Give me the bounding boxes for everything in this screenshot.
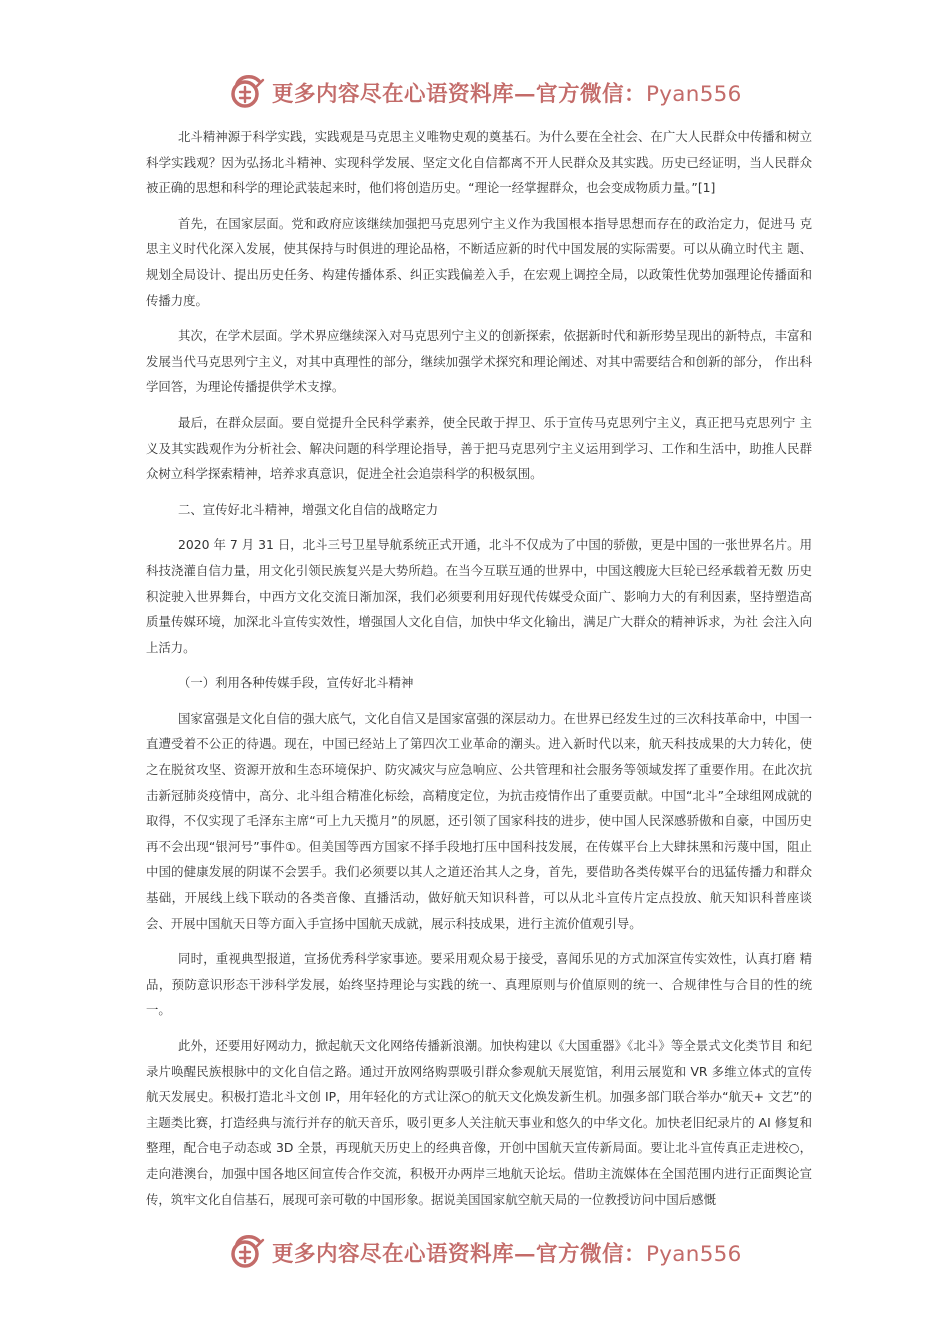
watermark-zh: 更多内容尽在心语资料库—官方微信：: [272, 81, 647, 107]
document-body: [146, 124, 812, 1222]
paragraph: 同时，重视典型报道，宣扬优秀科学家事迹。要采用观众易于接受，喜闻乐见的方式加深宣传实效性，认真打磨 精品，预防意识形态干涉科学发展，始终坚持理论与实践的统一、真理原则与价值原则的统一、合规律性与合目的性的统一。: [146, 951, 812, 1018]
header-watermark: [0, 72, 950, 112]
watermark-zh: 更多内容尽在心语资料库—官方微信：: [272, 1241, 647, 1267]
paragraph: 此外，还要用好网动力，掀起航天文化网络传播新浪潮。加快构建以《大国重器》《北斗》等全景式文化类节目 和纪录片唤醒民族根脉中的文化自信之路。通过开放网络购票吸引群众参观航天展览馆，利用云展览和 VR 多维立体式的宣传航天发展史。积极打造北斗文创 IP，用年轻化的方式让深○的航天文化焕发新生机。加强多部门联合举办“航天+ 文艺”的主题类比赛，打造经典与流行并存的航天音乐，吸引更多人关注航天事业和悠久的中华文化。加快老旧纪录片的 AI 修复和整理，配合电子动态或 3D 全景，再现航天历史上的经典音像，开创中国航天宣传新局面。要让北斗宣传真正走进校○，走向港澳台，加强中国各地区间宣传合作交流，积极开办两岸三地航天论坛。借助主流媒体在全国范围内进行正面舆论宣传，筑牢文化自信基石，展现可亲可敬的中国形象。据说美国国家航空航天局的一位教授访问中国后感慨: [146, 1038, 812, 1207]
watermark-wechat-id: Pyan556: [646, 1241, 742, 1267]
seal-logo-icon: [228, 1232, 268, 1272]
subsection-heading: （一）利用各种传媒手段，宣传好北斗精神: [178, 675, 414, 691]
paragraph: 2020 年 7 月 31 日，北斗三号卫星导航系统正式开通，北斗不仅成为了中国的骄傲，更是中国的一张世界名片。用科技浇灌自信力量，用文化引领民族复兴是大势所趋。在当今互联互通的世界中，中国这艘庞大巨轮已经承载着无数 历史积淀驶入世界舞台，中西方文化交流日渐加深，我们必须要利用好现代传媒受众面广、影响力大的有利因素，坚持塑造高质量传媒环境，加深北斗宣传实效性，增强国人文化自信，加快中华文化输出，满足广大群众的精神诉求，为社 会注入向上活力。: [146, 537, 812, 655]
paragraph: 国家富强是文化自信的强大底气，文化自信又是国家富强的深层动力。在世界已经发生过的三次科技革命中，中国一直遭受着不公正的待遇。现在，中国已经站上了第四次工业革命的潮头。进入新时代以来，航天科技成果的大力转化，使之在脱贫攻坚、资源开放和生态环境保护、防灾减灾与应急响应、公共管理和社会服务等领域发挥了重要作用。在此次抗击新冠肺炎疫情中，高分、北斗组合精准化标绘，高精度定位，为抗击疫情作出了重要贡献。中国“北斗”全球组网成就的取得，不仅实现了毛泽东主席“可上九天揽月”的夙愿，还引领了国家科技的进步，使中国人民深感骄傲和自豪，中国历史再不会出现“银河号”事件①。但美国等西方国家不择手段地打压中国科技发展，在传媒平台上大肆抹黑和污蔑中国，阻止中国的健康发展的阴谋不会罢手。我们必须要以其人之道还治其人之身，首先，要借助各类传媒平台的迅猛传播力和群众基础，开展线上线下联动的各类音像、直播活动，做好航天知识科普，可以从北斗宣传片定点投放、航天知识科普座谈会、开展中国航天日等方面入手宣扬中国航天成就，展示科技成果，进行主流价值观引导。: [146, 710, 812, 931]
watermark-wechat-id: Pyan556: [646, 81, 742, 107]
paragraph: 首先，在国家层面。党和政府应该继续加强把马克思列宁主义作为我国根本指导思想而存在的政治定力，促进马 克思主义时代化深入发展，使其保持与时俱进的理论品格，不断适应新的时代中国发展的实际需要。可以从确立时代主 题、规划全局设计、提出历史任务、构建传播体系、纠正实践偏差入手，在宏观上调控全局，以政策性优势加强理论传播面和传播力度。: [146, 215, 812, 308]
paragraph: 其次，在学术层面。学术界应继续深入对马克思列宁主义的创新探索，依据新时代和新形势呈现出的新特点，丰富和发展当代马克思列宁主义，对其中真理性的部分，继续加强学术探究和理论阐述、对其中需要结合和创新的部分， 作出科学回答，为理论传播提供学术支撑。: [146, 328, 812, 395]
watermark-text: [272, 1237, 742, 1268]
paragraph: 北斗精神源于科学实践，实践观是马克思主义唯物史观的奠基石。为什么要在全社会、在广大人民群众中传播和树立科学实践观？因为弘扬北斗精神、实现科学发展、坚定文化自信都离不开人民群众及其实践。历史已经证明，当人民群众被正确的思想和科学的理论武装起来时，他们将创造历史。“理论一经掌握群众，也会变成物质力量。”[1]: [146, 129, 812, 196]
watermark-text: [272, 77, 742, 108]
paragraph: 最后，在群众层面。要自觉提升全民科学素养，使全民敢于捍卫、乐于宣传马克思列宁主义，真正把马克思列宁 主义及其实践观作为分析社会、解决问题的科学理论指导，善于把马克思列宁主义运用到学习、工作和生活中，助推人民群众树立科学探索精神，培养求真意识，促进全社会追崇科学的积极氛围。: [146, 414, 812, 482]
section-heading: 二、宣传好北斗精神，增强文化自信的战略定力: [178, 501, 439, 517]
seal-logo-icon: [228, 72, 268, 112]
footer-watermark: [0, 1232, 950, 1272]
